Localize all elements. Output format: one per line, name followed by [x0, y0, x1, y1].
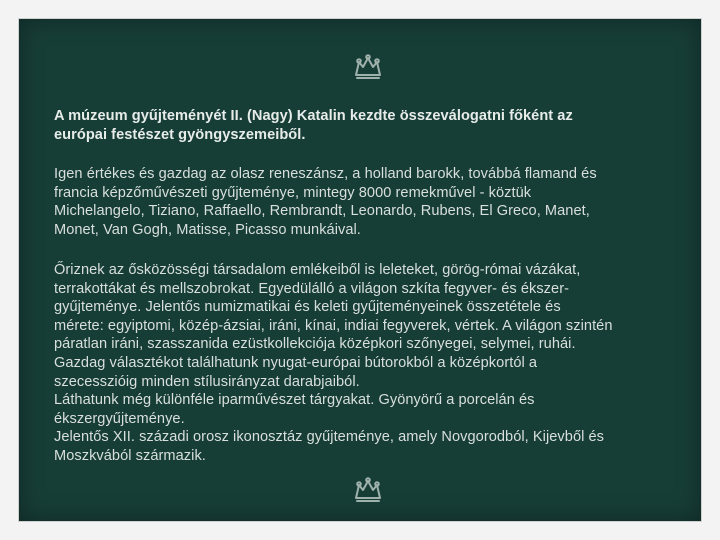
paragraph-line: Michelangelo, Tiziano, Raffaello, Rembrandt, Leonardo, Rubens, El Greco, Manet,	[54, 203, 590, 220]
paragraph-2	[54, 261, 664, 466]
paragraph-line: Moszkvából származik.	[54, 447, 206, 464]
paragraph-line: szecesszióig minden stílusirányzat darabjaiból.	[54, 373, 360, 390]
paragraph-line: Láthatunk még különféle iparművészet tárgyakat. Gyönyörű a porcelán és	[54, 392, 535, 409]
paragraph-line: Monet, Van Gogh, Matisse, Picasso munkáival.	[54, 221, 361, 238]
paragraph-line: páratlan iráni, szasszanida ezüstkollekciója középkori szőnyegei, selymei, ruhái.	[54, 336, 576, 353]
paragraph-line: Gazdag választékot találhatunk nyugat-európai bútorokból a középkortól a	[54, 354, 538, 371]
heading-line: A múzeum gyűjteményét II. (Nagy) Katalin kezdte összeválogatni főként az	[54, 108, 573, 124]
paragraph-line: terrakottákat és mellszobrokat. Egyedülálló a világon szkíta fegyver- és ékszer-	[54, 280, 570, 297]
crown-icon	[351, 475, 385, 507]
paragraph-line: francia képzőművészeti gyűjteménye, mintegy 8000 remekművel - köztük	[54, 184, 532, 201]
intro-heading	[54, 107, 664, 144]
paragraph-line: Igen értékes és gazdag az olasz reneszánsz, a holland barokk, továbbá flamand és	[54, 166, 597, 182]
paragraph-line: gyűjteménye. Jelentős numizmatikai és keleti gyűjteményeinek összetétele és	[54, 299, 561, 316]
crown-icon	[351, 52, 385, 84]
paragraph-1	[54, 165, 664, 239]
paragraph-line: Őriznek az ősközösségi társadalom emlékeiből is leleteket, görög-római vázákat,	[54, 262, 581, 278]
heading-line: európai festészet gyöngyszemeiből.	[54, 126, 306, 143]
paragraph-line: ékszergyűjteménye.	[54, 410, 185, 427]
paragraph-line: mérete: egyiptomi, közép-ázsiai, iráni, kínai, indiai fegyverek, vértek. A világon szintén	[54, 317, 613, 334]
paragraph-line: Jelentős XII. századi orosz ikonosztáz gyűjteménye, amely Novgorodból, Kijevből és	[54, 429, 605, 446]
